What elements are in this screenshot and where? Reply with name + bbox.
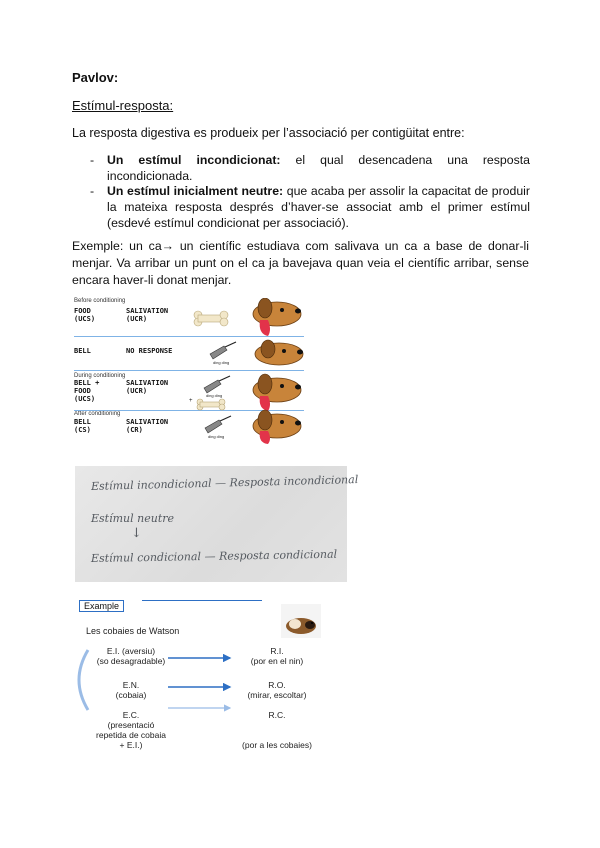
bone-icon xyxy=(197,399,225,410)
en-detail: (cobaia) xyxy=(115,690,147,700)
row4-stimulus: BELL (CS) xyxy=(74,418,91,434)
ei-detail: (so desagradable) xyxy=(96,656,166,666)
section-subtitle: Estímul-resposta: xyxy=(72,98,174,113)
handwritten-notes-photo xyxy=(75,466,359,582)
phase-during-label: During conditioning xyxy=(74,373,126,379)
ec-detail-3: + E.I.) xyxy=(119,740,143,750)
bullet-term: Un estímul incondicionat: xyxy=(107,153,281,167)
dog-icon xyxy=(255,340,303,365)
dog-drooling-icon xyxy=(253,410,301,444)
row4-response: SALIVATION (CR) xyxy=(126,418,169,434)
row1-response: SALIVATION (UCR) xyxy=(126,307,169,323)
en-label: E.N. xyxy=(122,680,140,690)
ro-label: R.O. xyxy=(268,680,286,690)
bone-icon xyxy=(194,311,228,326)
phase-after-label: After conditioning xyxy=(74,411,121,417)
bell-icon xyxy=(205,416,231,439)
bullet-definition: que acaba per assolir la capacitat de produir la mateixa resposta després d’haver-se associat amb el primer estímul (esdevé estímul condicionat per associació). xyxy=(107,184,531,230)
ding-label-1: ding ding xyxy=(213,360,230,365)
guinea-pig-image xyxy=(281,604,321,638)
ei-label: E.I. (aversiu) xyxy=(106,646,156,656)
bullet-neutral-stimulus xyxy=(90,183,530,231)
ri-detail: (por en el nin) xyxy=(250,656,304,666)
ec-detail-2: repetida de cobaia xyxy=(96,730,166,740)
rc-detail: (por a les cobaies) xyxy=(242,740,312,750)
example-box-label: Example xyxy=(79,600,124,612)
watson-diagram xyxy=(72,596,332,756)
example-paragraph: Exemple: un ca→ un científic estudiava com salivava un ca a base de donar-li menjar. Va arribar un punt on el ca ja bavejava quan veia el científic arribar, sense encara haver-li donat menjar. xyxy=(72,239,529,287)
watson-title: Les cobaies de Watson xyxy=(86,626,180,636)
ec-label: E.C. xyxy=(122,710,140,720)
handwritten-line-3: Estímul condicional — Resposta condicional xyxy=(90,547,338,565)
dog-drooling-icon xyxy=(253,374,301,411)
pavlov-diagram xyxy=(72,298,312,444)
row1-stimulus: FOOD (UCS) xyxy=(74,307,96,323)
ro-detail: (mirar, escoltar) xyxy=(247,690,307,700)
handwritten-arrow: ↓ xyxy=(131,526,142,541)
pavlov-illustrations xyxy=(72,298,312,444)
intro-paragraph: La resposta digestiva es produeix per l’associació per contigüitat entre: xyxy=(72,126,465,140)
ec-detail-1: (presentació xyxy=(107,720,155,730)
bullet-dash: - xyxy=(90,184,95,198)
page-title: Pavlov: xyxy=(72,70,119,85)
dog-drooling-icon xyxy=(253,298,301,336)
ding-label-3: ding ding xyxy=(208,434,225,439)
row2-stimulus: BELL xyxy=(74,347,91,355)
bullet-unconditioned-stimulus xyxy=(90,152,530,184)
row3-stimulus: BELL + FOOD (UCS) xyxy=(74,379,100,403)
rc-label: R.C. xyxy=(268,710,286,720)
handwritten-line-1: Estímul incondicional — Resposta incondicional xyxy=(90,473,359,493)
bullet-term: Un estímul inicialment neutre: xyxy=(107,184,284,198)
phase-before-label: Before conditioning xyxy=(74,298,126,304)
bell-icon xyxy=(210,342,236,365)
ri-label: R.I. xyxy=(270,646,284,656)
bullet-definition: el qual desencadena una resposta incondicionada. xyxy=(107,153,530,183)
row3-response: SALIVATION (UCR) xyxy=(126,379,169,395)
row2-response: NO RESPONSE xyxy=(126,347,173,355)
plus-sign: + xyxy=(189,398,193,404)
bullet-dash: - xyxy=(90,153,95,167)
handwritten-line-2: Estímul neutre xyxy=(91,512,175,525)
top-rule xyxy=(142,600,262,601)
ding-label-2: ding ding xyxy=(206,393,223,398)
